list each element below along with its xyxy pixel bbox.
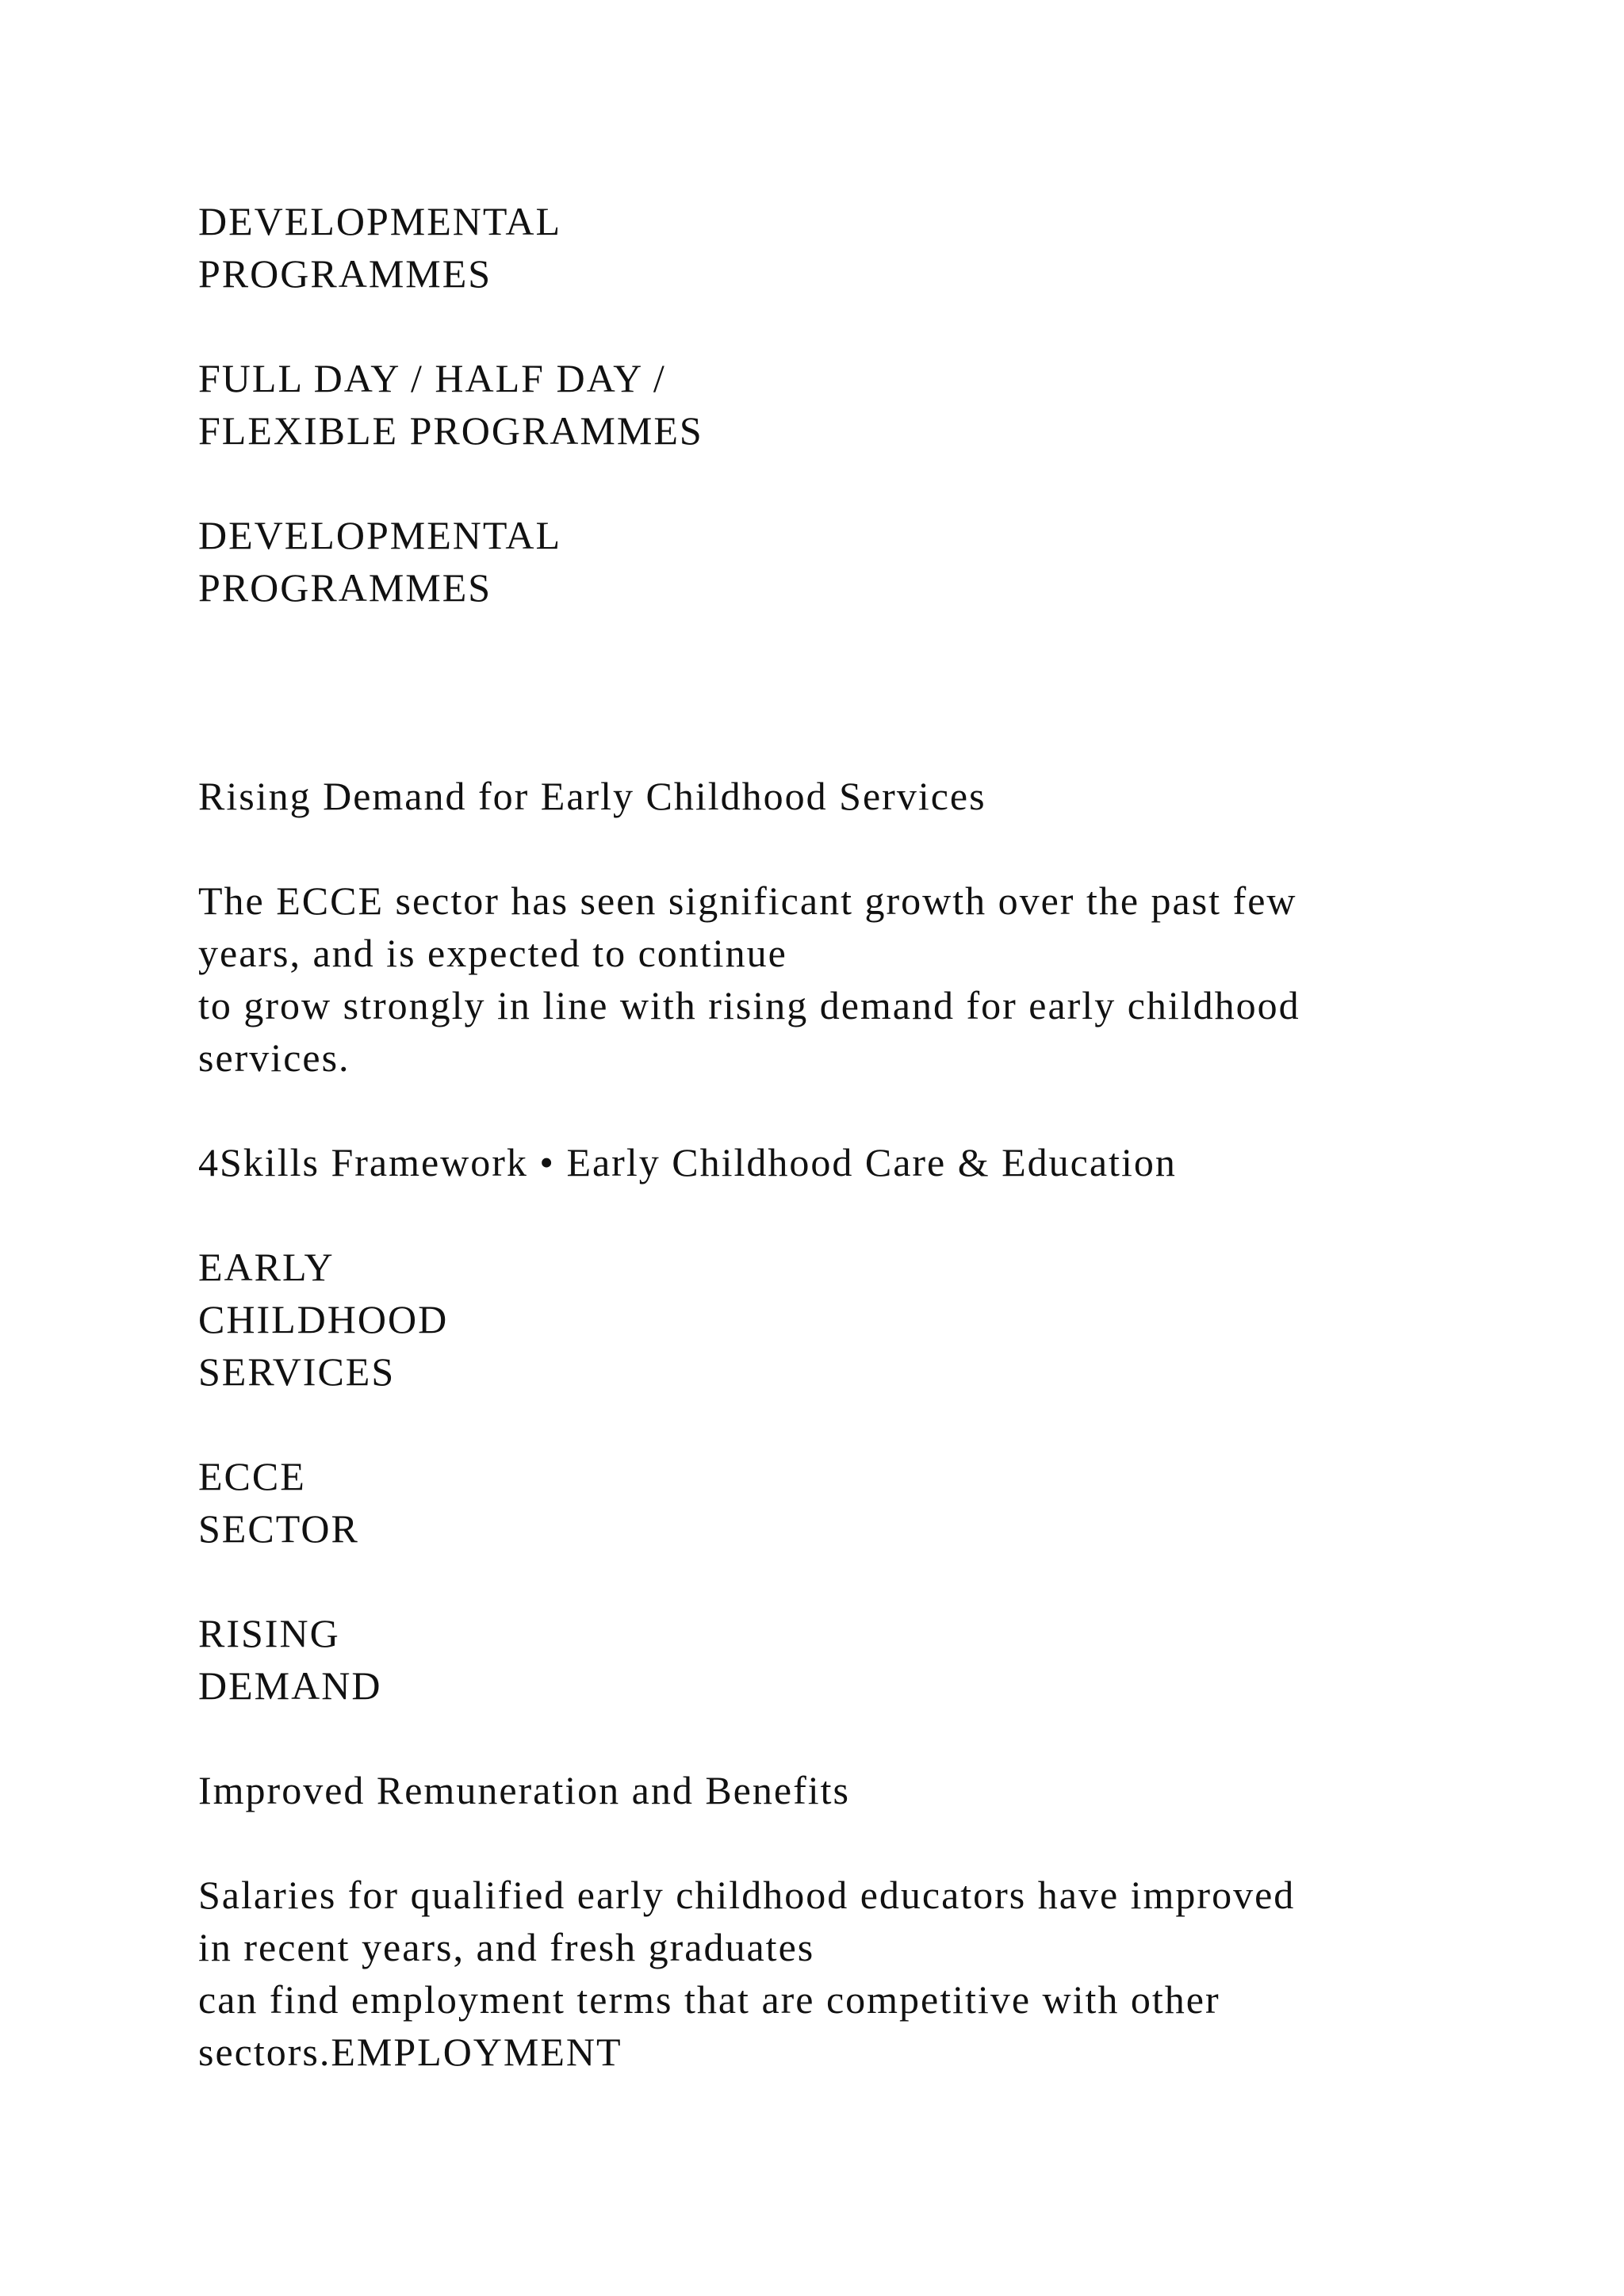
- developmental-programmes-heading: [198, 195, 1467, 300]
- text-line: in recent years, and fresh graduates: [198, 1925, 815, 1969]
- text-line: Salaries for qualified early childhood educators have improved: [198, 1873, 1296, 1917]
- rising-demand-label: [198, 1607, 1467, 1712]
- remuneration-title: [198, 1764, 1467, 1816]
- text-line: The ECCE sector has seen significant growth over the past few: [198, 878, 1297, 923]
- text-line: RISING: [198, 1611, 340, 1655]
- text-line: PROGRAMMES: [198, 251, 492, 296]
- ecce-sector-label: [198, 1450, 1467, 1555]
- ecce-growth-paragraph: [198, 874, 1467, 1084]
- programme-types-heading: [198, 352, 1467, 457]
- text-line: ECCE: [198, 1454, 306, 1498]
- rising-demand-title: [198, 770, 1467, 822]
- early-childhood-services-label: [198, 1241, 1467, 1398]
- text-line: PROGRAMMES: [198, 565, 492, 610]
- salaries-paragraph: [198, 1869, 1467, 2078]
- text-line: DEVELOPMENTAL: [198, 513, 562, 557]
- text-line: services.: [198, 1035, 350, 1080]
- text-line: DEVELOPMENTAL: [198, 199, 562, 243]
- text-line: to grow strongly in line with rising demand for early childhood: [198, 983, 1300, 1027]
- text-line: SERVICES: [198, 1349, 396, 1394]
- text-line: EARLY: [198, 1245, 335, 1289]
- text-line: 4Skills Framework • Early Childhood Care & Education: [198, 1140, 1177, 1184]
- text-line: years, and is expected to continue: [198, 931, 787, 975]
- text-line: Improved Remuneration and Benefits: [198, 1768, 850, 1812]
- framework-caption: [198, 1136, 1467, 1188]
- text-line: SECTOR: [198, 1506, 359, 1551]
- text-line: can find employment terms that are competitive with other: [198, 1977, 1220, 2022]
- text-line: FLEXIBLE PROGRAMMES: [198, 408, 703, 453]
- text-line: DEMAND: [198, 1663, 382, 1708]
- text-line: sectors.EMPLOYMENT: [198, 2030, 622, 2074]
- text-line: FULL DAY / HALF DAY /: [198, 356, 666, 400]
- text-line: CHILDHOOD: [198, 1297, 449, 1341]
- developmental-programmes-heading-repeat: [198, 509, 1467, 614]
- text-line: Rising Demand for Early Childhood Services: [198, 774, 986, 818]
